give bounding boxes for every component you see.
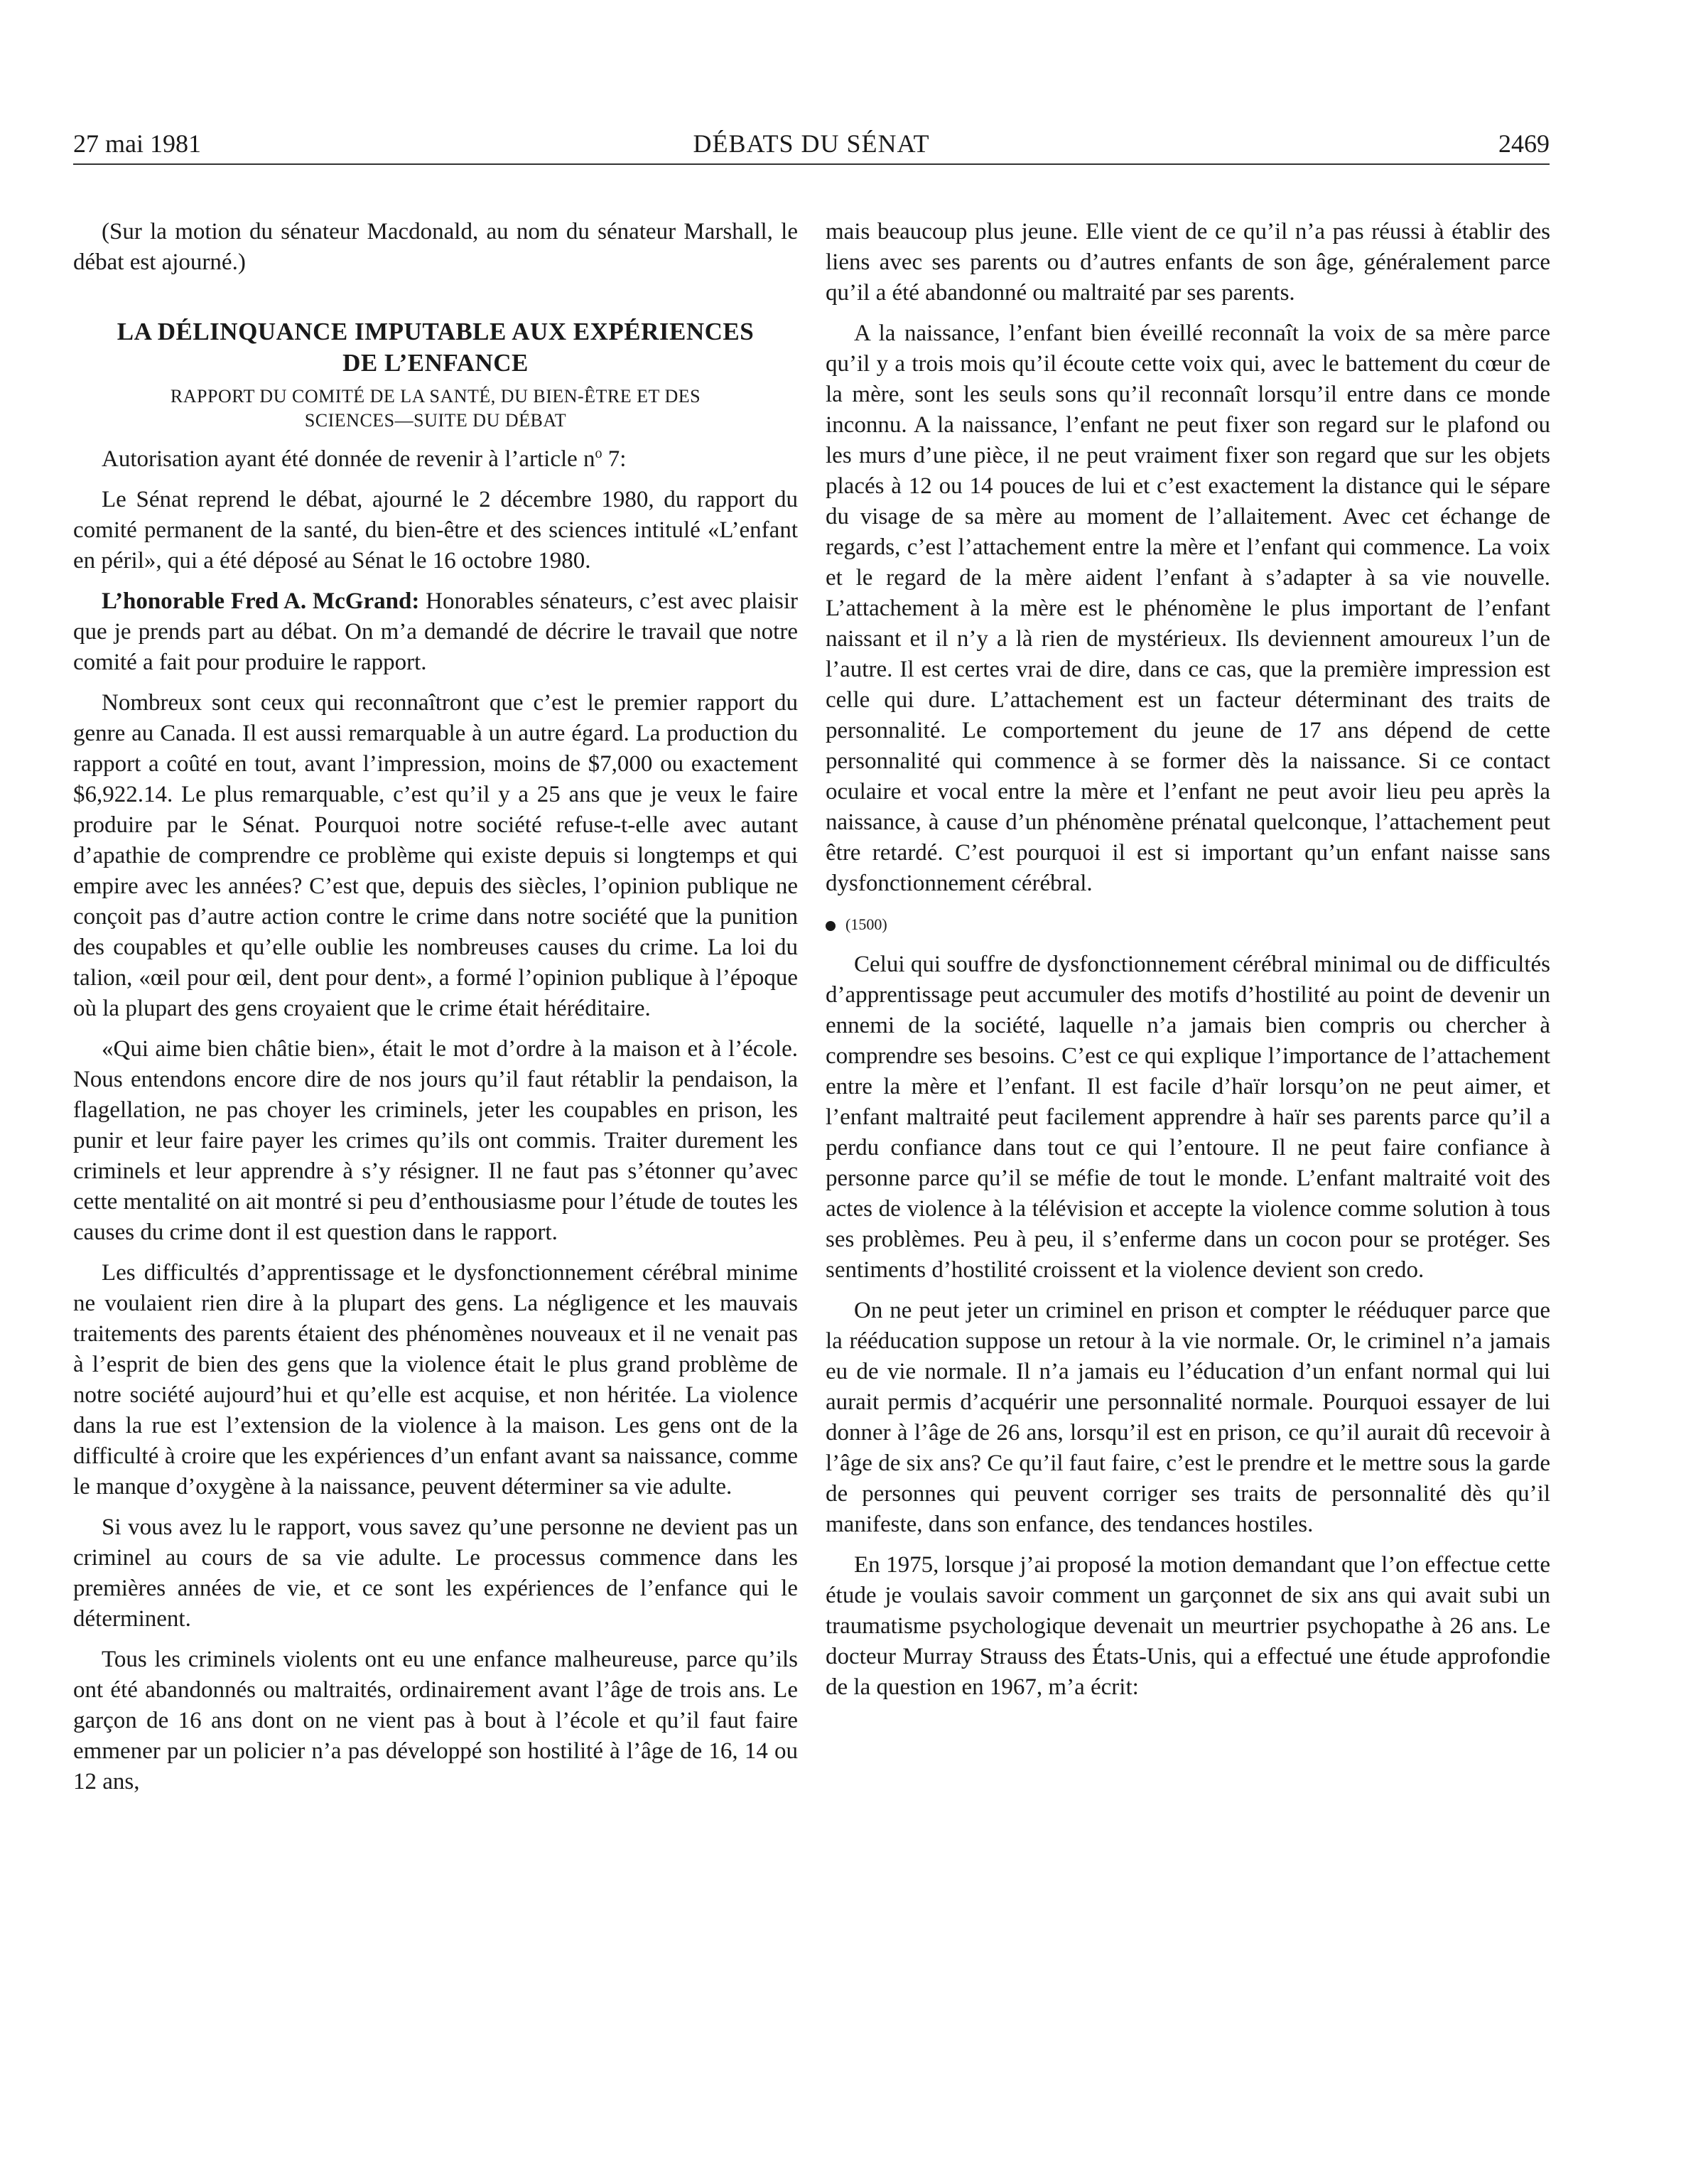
body-paragraph: En 1975, lorsque j’ai proposé la motion demandant que l’on effectue cette étude je voulais savoir comment un garçonnet de six ans qui avait subi un traumatisme psychologique devenait un meurtrier psychopathe à 26 ans. Le docteur Murray Strauss des États-Unis, qui a effectué une étude approfondie de la question en 1967, m’a écrit:: [826, 1552, 1550, 1700]
authorization-paragraph: [73, 444, 798, 475]
body-paragraph: mais beaucoup plus jeune. Elle vient de ce qu’il n’a pas réussi à établir des liens avec ses parents ou d’autres enfants de son âge, généralement parce qu’il a été abandonné ou maltraité par ses parents.: [826, 219, 1550, 306]
section-heading: [73, 316, 798, 379]
bullet-icon: [826, 921, 836, 931]
body-paragraph: A la naissance, l’enfant bien éveillé reconnaît la voix de sa mère parce qu’il y a trois mois qu’il écoute cette voix qui, avec le battement du cœur de la mère, sont les seuls sons qu’il reconnaît lorsqu’il entre dans ce monde inconnu. A la naissance, l’enfant ne peut fixer son regard sur le plafond ou les murs d’une pièce, il ne peut vraiment fixer son regard que sur les objets placés à 12 ou 14 pouces de lui et c’est exactement la distance qui le sépare du visage de sa mère au moment de l’allaitement. Avec cet échange de regards, c’est l’attachement entre la mère et l’enfant qui commence. La voix et le regard de la mère aident l’enfant à s’adapter à sa vie nouvelle. L’attachement à la mère est le phénomène le plus important de l’enfant naissant et il n’y a là rien de mystérieux. Ils deviennent amoureux l’un de l’autre. Il est certes vrai de dire, dans ce cas, que la première impression est celle qui dure. L’attachement est un facteur déterminant des traits de personnalité. Le comportement du jeune de 17 ans dépend de cette personnalité qui commence à se former dès la naissance. Si ce contact oculaire et vocal entre la mère et l’enfant ne peut avoir lieu peu après la naissance, à cause d’un phénomène prénatal quelconque, l’attachement peut être retardé. C’est pourquoi il est si important qu’un enfant naisse sans dysfonctionnement cérébral.: [826, 321, 1550, 896]
header-date: 27 mai 1981: [73, 129, 201, 158]
header-page-number: 2469: [1498, 129, 1550, 158]
body-paragraph: Les difficultés d’apprentissage et le dysfonctionnement cérébral minime ne voulaient rien dire à la plupart des gens. La négligence et les mauvais traitements des parents étaient des phénomènes nouveaux et il ne venait pas à l’esprit de bien des gens que la violence était le plus grand problème de notre société aujourd’hui et qu’elle est acquise, et non héritée. La violence dans la rue est l’extension de la violence à la maison. Les gens ont de la difficulté à croire que les expériences d’un enfant avant sa naissance, comme le manque d’oxygène à la naissance, peuvent déterminer sa vie adulte.: [73, 1260, 798, 1500]
body-paragraph: Tous les criminels violents ont eu une enfance malheureuse, parce qu’ils ont été abandonnés ou maltraités, ordinairement avant l’âge de trois ans. Le garçon de 16 ans dont on ne vient pas à bout à l’école et qu’il faut faire emmener par un policier n’a pas développé son hostilité à l’âge de 16, 14 ou 12 ans,: [73, 1647, 798, 1794]
header-rule: [73, 163, 1550, 165]
body-paragraph: Si vous avez lu le rapport, vous savez qu’une personne ne devient pas un criminel au cours de sa vie adulte. Le processus commence dans les premières années de vie, et ce sont les expériences de l’enfance qui le déterminent.: [73, 1514, 798, 1632]
speaker-paragraph: [73, 586, 798, 678]
time-marker: [826, 909, 1550, 940]
spacer: [73, 288, 798, 316]
subheading-line2: SCIENCES—SUITE DU DÉBAT: [304, 410, 567, 431]
time-marker-text: (1500): [845, 915, 887, 933]
speaker-text: Honorables sénateurs, c’est avec plaisir que je prends part au débat. On m’a demandé de décrire le travail que notre comité a fait pour produire le rapport.: [73, 588, 798, 675]
body-paragraph: Celui qui souffre de dysfonctionnement cérébral minimal ou de difficultés d’apprentissage peut accumuler des motifs d’hostilité au point de devenir un ennemi de la société, laquelle n’a jamais bien compris ou chercher à comprendre ses besoins. C’est ce qui explique l’importance de l’attachement entre la mère et l’enfant. Il est facile d’haïr lorsqu’on ne peut aimer, et l’enfant maltraité peut facilement apprendre à haïr ses parents parce qu’il a perdu confiance dans tout ce qui l’entoure. Il ne peut faire confiance à personne parce qu’il se méfie de tout le monde. L’enfant maltraité voit des actes de violence à la télévision et accepte la violence comme solution à tous ses problèmes. Peu à peu, il s’enferme dans un cocon pour se protéger. Ses sentiments d’hostilité croissent et la violence devient son credo.: [826, 952, 1550, 1283]
right-column: [826, 217, 1550, 1713]
speaker-name: L’honorable Fred A. McGrand:: [102, 588, 420, 614]
authorization-text-end: 7:: [602, 446, 627, 472]
authorization-superscript: o: [595, 446, 602, 461]
debate-resume-paragraph: Le Sénat reprend le débat, ajourné le 2 décembre 1980, du rapport du comité permanent de la santé, du bien-être et des sciences intitulé «L’enfant en péril», qui a été déposé au Sénat le 16 octobre 1980.: [73, 487, 798, 574]
body-paragraph: On ne peut jeter un criminel en prison et compter le rééduquer parce que la rééducation suppose un retour à la vie normale. Or, le criminel n’a jamais eu de vie normale. Il n’a jamais eu l’éducation d’un enfant normal qui lui aurait permis d’acquérir une personnalité normale. Pourquoi essayer de lui donner à l’âge de 26 ans, lorsqu’il est en prison, ce qu’il aurait dû recevoir à l’âge de six ans? Ce qu’il faut faire, c’est le prendre et le mettre sous la garde de personnes qui peuvent corriger ses traits de personnalité dès qu’il manifeste, dans son enfance, des tendances hostiles.: [826, 1298, 1550, 1537]
section-heading-line2: DE L’ENFANCE: [342, 349, 529, 377]
body-paragraph: «Qui aime bien châtie bien», était le mot d’ordre à la maison et à l’école. Nous entendons encore dire de nos jours qu’il faut rétablir la pendaison, la flagellation, ne pas choyer les criminels, jeter les coupables en prison, les punir et leur faire payer les crimes qu’ils ont commis. Traiter durement les criminels et leur apprendre à s’y résigner. Il ne faut pas s’étonner qu’avec cette mentalité on ait montré si peu d’enthousiasme pour l’étude de toutes les causes du crime dont il est question dans le rapport.: [73, 1036, 798, 1245]
section-subheading: [73, 384, 798, 433]
header-title: DÉBATS DU SÉNAT: [693, 129, 930, 158]
motion-paragraph: (Sur la motion du sénateur Macdonald, au nom du sénateur Marshall, le débat est ajourné.): [73, 219, 798, 275]
body-paragraph: Nombreux sont ceux qui reconnaîtront que c’est le premier rapport du genre au Canada. Il est aussi remarquable à un autre égard. La production du rapport a coûté en tout, avant l’impression, moins de $7,000 ou exactement $6,922.14. Le plus remarquable, c’est qu’il y a 25 ans que je veux le faire produire par le Sénat. Pourquoi notre société refuse-t-elle avec autant d’apathie de comprendre ce problème qui existe depuis si longtemps et qui empire avec les années? C’est que, depuis des siècles, l’opinion publique ne conçoit pas d’autre action contre le crime dans notre société que la punition des coupables et qu’elle oublie les nombreuses causes du crime. La loi du talion, «œil pour œil, dent pour dent», a formé l’opinion publique à l’époque où la plupart des gens croyaient que le crime était héréditaire.: [73, 690, 798, 1021]
left-column: [73, 217, 798, 1807]
page-header: [73, 125, 1550, 162]
section-heading-line1: LA DÉLINQUANCE IMPUTABLE AUX EXPÉRIENCES: [117, 318, 755, 345]
subheading-line1: RAPPORT DU COMITÉ DE LA SANTÉ, DU BIEN-ÊTRE ET DES: [170, 386, 701, 407]
authorization-text: Autorisation ayant été donnée de revenir à l’article n: [102, 446, 595, 472]
